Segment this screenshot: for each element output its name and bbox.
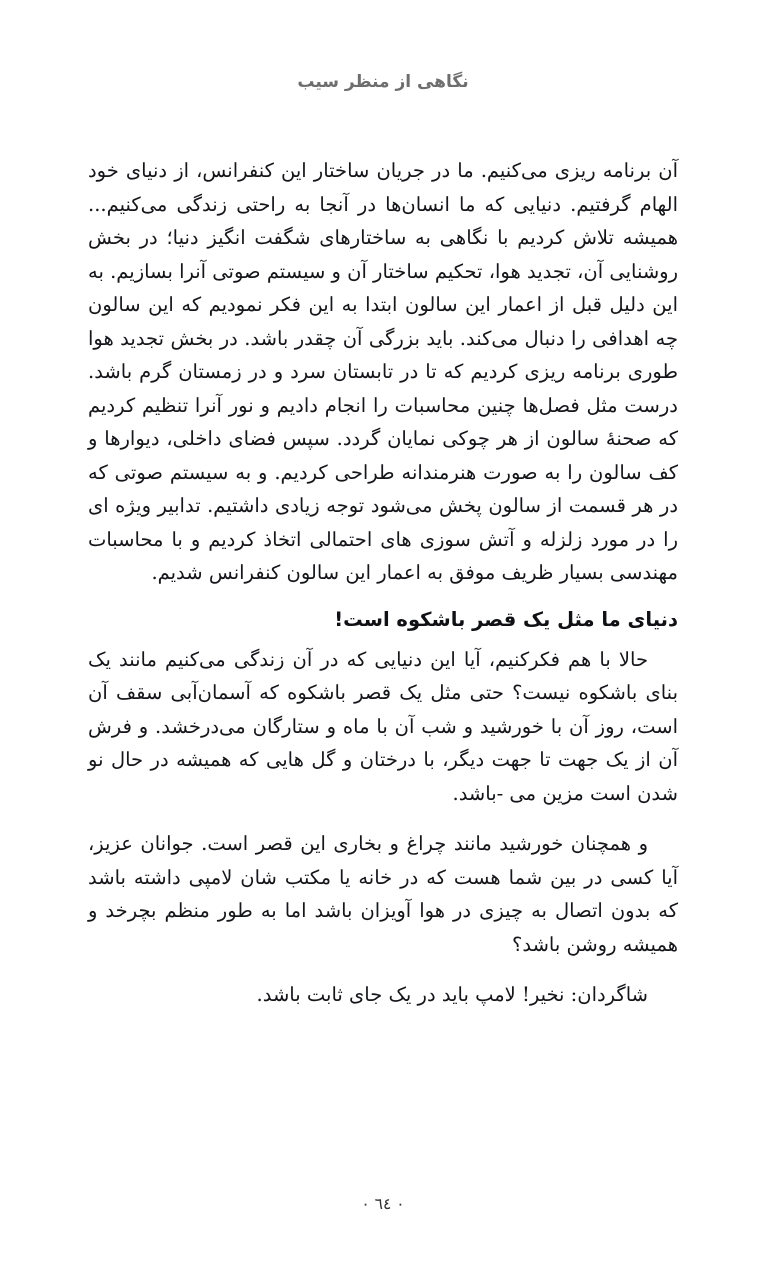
page-number: ٠ ٦٤ ٠	[361, 1195, 405, 1213]
paragraph-4: شاگردان: نخیر! لامپ باید در یک جای ثابت باشد.	[256, 983, 648, 1006]
paragraph-2: حالا با هم فکرکنیم، آیا این دنیایی که در آن زندگی می‌کنیم مانند یک بنای باشکوه نیست؟ حتی مثل یک قصر باشکوه که آسمان‌آبی سقف آن است، روز آن با خورشید و شب آن با ماه و ستارگان می‌درخشد. و فرش آن از یک جهت تا جهت دیگر، با درختان و گل هایی که همیشه در حال نو شدن است مزین می -باشد.	[88, 647, 678, 805]
running-head: نگاهی از منظر سیب	[297, 72, 469, 92]
paragraph-1: آن برنامه ریزی می‌کنیم. ما در جریان ساختار این کنفرانس، از دنیای خود الهام گرفتیم. دنیایی که ما انسان‌ها در آنجا به راحتی زندگی می‌کنیم... همیشه تلاش کردیم با نگاهی به ساختارهای شگفت انگیز دنیا؛ در بخش روشنایی آن، تجدید هوا، تحکیم ساختار آن و سیستم صوتی آنرا بسازیم. به این دلیل قبل از اعمار این سالون ابتدا به این فکر نمودیم که این سالون چه اهدافی را دنبال می‌کند. باید بزرگی آن چقدر باشد. در بخش تجدید هوا طوری برنامه ریزی کردیم که تا در تابستان سرد و در زمستان گرم باشد. درست مثل فصل‌ها چنین محاسبات را انجام دادیم و نور آنرا تنظیم کردیم که صحنهٔ سالون از هر چوکی نمایان گردد. سپس فضای داخلی، دیوارها و کف سالون را به صورت هنرمندانه طراحی کردیم. و به سیستم صوتی که در هر قسمت از سالون پخش می‌شود توجه زیادی داشتیم. تدابیر ویژه ای را در مورد زلزله و آتش سوزی های احتمالی اتخاذ کردیم و با محاسبات مهندسی بسیار ظریف موفق به اعمار این سالون کنفرانس شدیم.	[88, 159, 678, 584]
body-text	[88, 154, 678, 1012]
section-heading: دنیای ما مثل یک قصر باشکوه است!	[334, 607, 678, 631]
document-page	[0, 72, 766, 1263]
paragraph-3: و همچنان خورشید مانند چراغ و بخاری این قصر است. جوانان عزیز، آیا کسی در بین شما هست که در خانه یا مکتب شان لامپی داشته باشد که بدون اتصال به چیزی در هوا آویزان باشد اما به طور منظم بچرخد و همیشه روشن باشد؟	[88, 832, 678, 956]
